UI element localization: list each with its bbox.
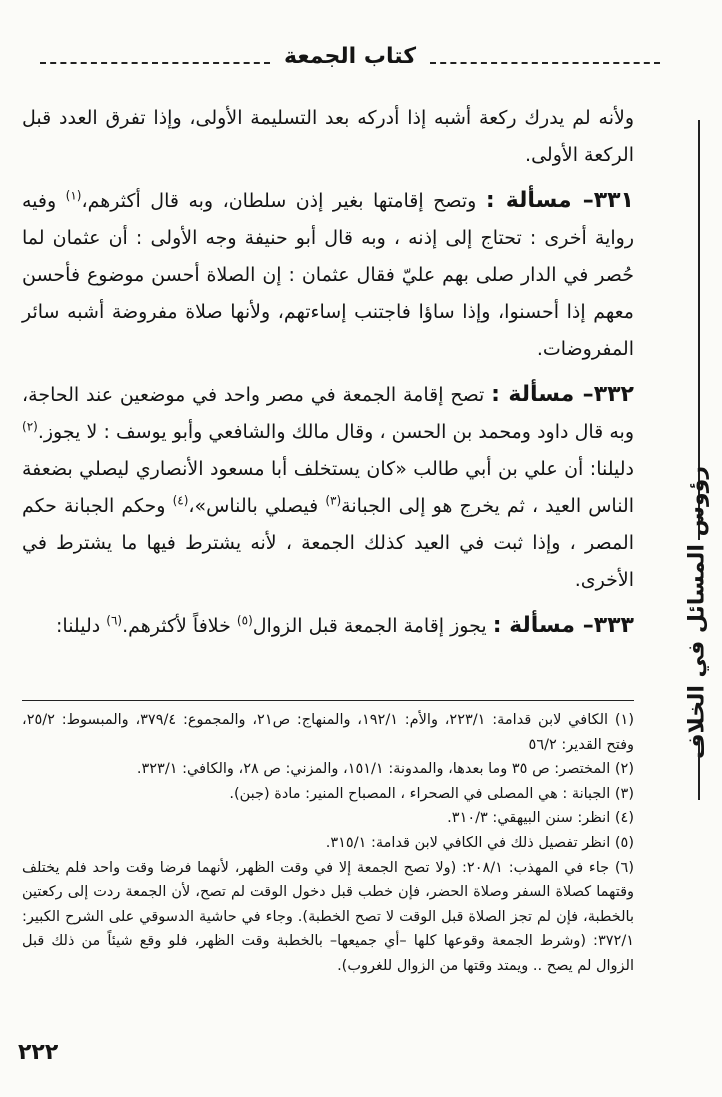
- paragraph-continuation: ولأنه لم يدرك ركعة أشبه إذا أدركه بعد التسليمة الأولى، وإذا تفرق العدد قبل الركعة الأولى.: [22, 107, 634, 166]
- footnote-3: [22, 782, 634, 807]
- footnote-ref: (٢): [22, 419, 38, 434]
- footnote-text: المختصر: ص ٣٥ وما بعدها، والمدونة: ١٥١/١، والمزني: ص ٢٨، والكافي: ٣٢٣/١.: [136, 761, 611, 778]
- footnote-number: (٣): [614, 785, 634, 802]
- footnote-6: [22, 856, 634, 979]
- footnote-ref: (٣): [325, 493, 342, 508]
- footnote-number: (٦): [614, 859, 635, 876]
- footnote-ref: (٥): [236, 613, 253, 628]
- issue-text: وتصح إقامتها بغير إذن سلطان، وبه قال أكثرهم،: [81, 190, 486, 212]
- footnote-number: (١): [614, 712, 634, 728]
- footnote-1: [22, 708, 634, 757]
- footnotes: [22, 708, 634, 979]
- footnote-text: الكافي لابن قدامة: ٢٢٣/١، والأم: ١٩٢/١، والمنهاج: ص٢١، والمجموع: ٣٧٩/٤، والمبسوط: ٢٥/٢، وفتح القدير: ٥٦/٢: [22, 712, 634, 753]
- footnote-text: جاء في المهذب: ٢٠٨/١: (ولا تصح الجمعة إلا في وقت الظهر، لأنهما فرضا وقت واحد فلم يختلف وقتهما كصلاة السفر وصلاة الحضر، فإن خطب قبل دخول الوقت لم تصح، لأن الجمعة ردت إلى ركعتين بالخطبة، فإن لم تجز الصلاة قبل الوقت لا تصح الخطبة). وجاء في حاشية الدسوقي على الشرح الكبير: ٣٧٢/١: (وشرط الجمعة وقوعها كلها –أي جميعها– بالخطبة وقت الظهر، فلو وقع شيئاً من ذلك قبل الزوال لم يصح .. ويمتد وقتها من الزوال للغروب).: [22, 859, 634, 974]
- running-title: كتاب الجمعة: [284, 44, 416, 69]
- side-book-title: [682, 120, 716, 760]
- footnote-text: انظر تفصيل ذلك في الكافي لابن قدامة: ٣١٥/١.: [325, 834, 611, 851]
- page-number: ٢٢٢: [18, 1040, 59, 1065]
- footnote-number: (٥): [614, 834, 634, 851]
- footnote-separator: [22, 700, 634, 701]
- issue-text: خلافاً لأكثرهم.: [122, 615, 237, 637]
- footnote-ref: (٦): [106, 613, 123, 628]
- footnote-5: [22, 831, 634, 856]
- header-rule-left: [40, 62, 270, 64]
- footnote-ref: (١): [65, 188, 82, 203]
- side-title-text: رؤوس المسائل في الخلاف: [684, 465, 710, 760]
- footnote-number: (٢): [614, 761, 634, 778]
- issue-label: ٣٣٢– مسألة :: [491, 382, 634, 407]
- issue-text: دليلنا:: [56, 615, 107, 637]
- footnote-4: [22, 806, 634, 831]
- footnote-2: [22, 757, 634, 782]
- issue-text: دليلنا: أن علي بن أبي طالب «كان يستخلف أبا مسعود الأنصاري ليصلي بضعفة الناس العيد ، ثم يخرج هو إلى الجبانة: [22, 458, 634, 517]
- issue-text: وحكم الجبانة حكم المصر ، وإذا ثبت في العيد كذلك الجمعة ، لأنه يشترط فيها ما يشترط في الأخرى.: [22, 495, 634, 591]
- footnote-text: الجبانة : هي المصلى في الصحراء ، المصباح المنير: مادة (جبن).: [229, 785, 611, 802]
- page-header: [40, 40, 660, 80]
- issue-label: ٣٣١– مسألة :: [485, 188, 634, 213]
- side-rule-bottom: [698, 740, 700, 800]
- main-text: [22, 100, 634, 653]
- footnote-ref: (٤): [172, 493, 189, 508]
- issue-333: [22, 607, 634, 645]
- issue-332: [22, 376, 634, 599]
- issue-text: فيصلي بالناس»،: [188, 495, 326, 517]
- issue-text: وفيه رواية أخرى : تحتاج إلى إذنه ، وبه قال أبو حنيفة وجه الأولى : أن عثمان لما حُصر في الدار صلى بهم عليّ فقال عثمان : إن الصلاة أحسن موضوع فأحسن معهم إذا أحسنوا، وإذا ساؤا فاجتنب إساءتهم، ولأنها صلاة مفروضة أشبه سائر المفروضات.: [22, 190, 634, 360]
- footnote-number: (٤): [614, 810, 634, 827]
- issue-text: يجوز إقامة الجمعة قبل الزوال: [252, 615, 493, 637]
- issue-text: تصح إقامة الجمعة في مصر واحد في موضعين عند الحاجة، وبه قال داود ومحمد بن الحسن ، وقال مالك والشافعي وأبو يوسف : لا يجوز.: [22, 384, 634, 443]
- issue-label: ٣٣٣– مسألة :: [492, 613, 634, 638]
- issue-331: [22, 182, 634, 368]
- footnote-text: انظر: سنن البيهقي: ٣١٠/٣.: [447, 810, 611, 827]
